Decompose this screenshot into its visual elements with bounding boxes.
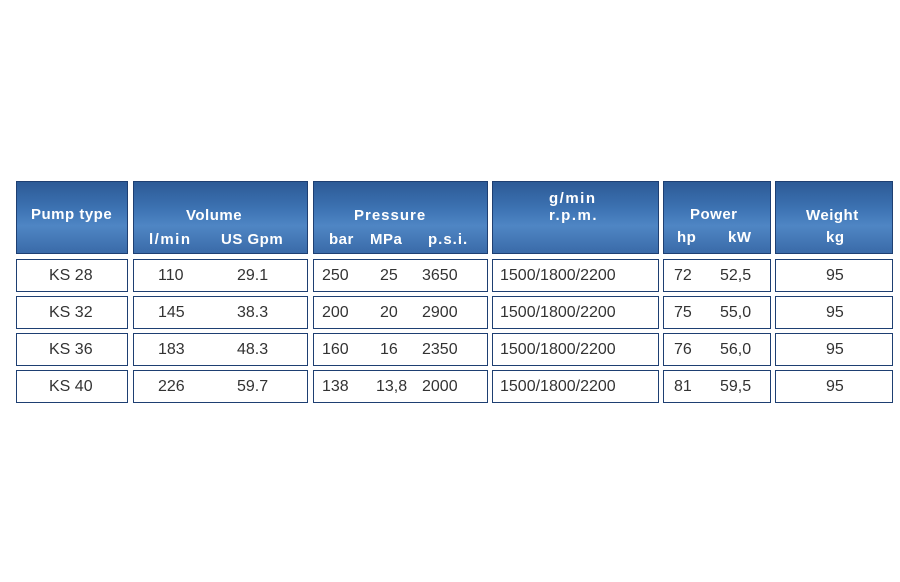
- header-pressure-unit-psi: p.s.i.: [428, 231, 469, 248]
- row-3-psi: 2350: [422, 341, 458, 358]
- header-volume: [133, 181, 308, 254]
- row-4-pump-value: KS 40: [49, 378, 93, 395]
- header-speed-line1: g/min: [549, 190, 597, 207]
- row-1-psi: 3650: [422, 267, 458, 284]
- row-2-hp: 75: [674, 304, 692, 321]
- header-pump-type-label: Pump type: [31, 206, 113, 223]
- row-2-pump-value: KS 32: [49, 304, 93, 321]
- row-1-mpa: 25: [380, 267, 398, 284]
- row-3-rpm-value: 1500/1800/2200: [500, 341, 616, 358]
- row-1-lmin: 110: [158, 267, 184, 284]
- row-2-kg: 95: [826, 304, 844, 321]
- header-power-unit-hp: hp: [677, 229, 697, 246]
- row-4-mpa: 13,8: [376, 378, 408, 395]
- row-3-pump: [16, 333, 128, 366]
- header-volume-unit-lmin: l/min: [149, 231, 192, 248]
- row-2-power: [663, 296, 771, 329]
- row-4-rpm: [492, 370, 659, 403]
- row-3-lmin: 183: [158, 341, 185, 358]
- row-1-kw: 52,5: [720, 267, 752, 284]
- header-volume-unit-usgpm: US Gpm: [221, 231, 284, 248]
- row-1-pump: [16, 259, 128, 292]
- header-volume-title: Volume: [186, 207, 243, 224]
- row-3-bar: 160: [322, 341, 349, 358]
- header-pressure-unit-bar: bar: [329, 231, 354, 248]
- header-pressure: [313, 181, 488, 254]
- row-3-pump-value: KS 36: [49, 341, 93, 358]
- row-1-bar: 250: [322, 267, 349, 284]
- row-2-psi: 2900: [422, 304, 458, 321]
- header-pressure-title: Pressure: [354, 207, 427, 224]
- header-power-title: Power: [690, 206, 738, 223]
- row-1-rpm-value: 1500/1800/2200: [500, 267, 616, 284]
- row-2-volume: [133, 296, 308, 329]
- row-2-kw: 55,0: [720, 304, 752, 321]
- row-4-rpm-value: 1500/1800/2200: [500, 378, 616, 395]
- header-pump-type: [16, 181, 128, 254]
- row-1-rpm: [492, 259, 659, 292]
- row-4-kw: 59,5: [720, 378, 752, 395]
- row-2-pressure: [313, 296, 488, 329]
- row-4-kg: 95: [826, 378, 844, 395]
- row-1-kg: 95: [826, 267, 844, 284]
- row-1-power: [663, 259, 771, 292]
- row-4-pump: [16, 370, 128, 403]
- row-2-mpa: 20: [380, 304, 398, 321]
- row-1-pump-value: KS 28: [49, 267, 93, 284]
- header-weight: [775, 181, 893, 254]
- row-3-kw: 56,0: [720, 341, 752, 358]
- header-weight-title: Weight: [806, 207, 859, 224]
- pump-spec-table: [16, 181, 893, 405]
- row-3-rpm: [492, 333, 659, 366]
- header-weight-unit: kg: [826, 229, 845, 246]
- row-2-pump: [16, 296, 128, 329]
- header-speed-line2: r.p.m.: [549, 207, 599, 224]
- row-4-power: [663, 370, 771, 403]
- row-3-power: [663, 333, 771, 366]
- header-pressure-unit-mpa: MPa: [370, 231, 403, 248]
- row-4-usgpm: 59.7: [237, 378, 269, 395]
- row-2-rpm-value: 1500/1800/2200: [500, 304, 616, 321]
- row-1-weight: [775, 259, 893, 292]
- header-speed: [492, 181, 659, 254]
- row-1-volume: [133, 259, 308, 292]
- row-4-weight: [775, 370, 893, 403]
- row-2-rpm: [492, 296, 659, 329]
- header-power: [663, 181, 771, 254]
- row-2-usgpm: 38.3: [237, 304, 269, 321]
- row-3-mpa: 16: [380, 341, 398, 358]
- row-3-kg: 95: [826, 341, 844, 358]
- row-3-usgpm: 48.3: [237, 341, 269, 358]
- row-3-weight: [775, 333, 893, 366]
- row-1-pressure: [313, 259, 488, 292]
- row-1-hp: 72: [674, 267, 692, 284]
- row-4-bar: 138: [322, 378, 349, 395]
- row-3-hp: 76: [674, 341, 692, 358]
- row-1-usgpm: 29.1: [237, 267, 269, 284]
- row-2-lmin: 145: [158, 304, 185, 321]
- row-2-weight: [775, 296, 893, 329]
- row-3-volume: [133, 333, 308, 366]
- row-4-lmin: 226: [158, 378, 185, 395]
- row-3-pressure: [313, 333, 488, 366]
- row-4-pressure: [313, 370, 488, 403]
- header-power-unit-kw: kW: [728, 229, 752, 246]
- row-4-psi: 2000: [422, 378, 458, 395]
- row-4-volume: [133, 370, 308, 403]
- row-4-hp: 81: [674, 378, 692, 395]
- row-2-bar: 200: [322, 304, 349, 321]
